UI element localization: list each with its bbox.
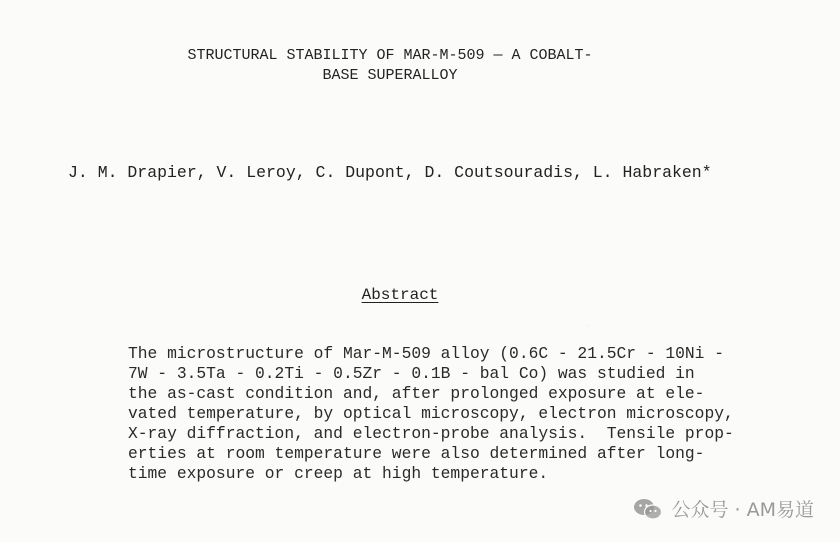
abstract-line-6: erties at room temperature were also determined after long- <box>128 444 705 463</box>
paper-authors: J. M. Drapier, V. Leroy, C. Dupont, D. Coutsouradis, L. Habraken* <box>68 163 712 182</box>
wechat-icon <box>633 497 663 521</box>
abstract-heading: Abstract <box>361 286 439 304</box>
paper-title-line-2: BASE SUPERALLOY <box>322 67 458 84</box>
abstract-line-5: X-ray diffraction, and electron-probe analysis. Tensile prop- <box>128 424 734 443</box>
abstract-line-7: time exposure or creep at high temperature. <box>128 464 549 483</box>
abstract-line-4: vated temperature, by optical microscopy, electron microscopy, <box>128 404 734 423</box>
abstract-line-2: 7W - 3.5Ta - 0.2Ti - 0.5Zr - 0.1B - bal Co) was studied in <box>128 364 695 383</box>
watermark-text: 公众号 · AM易道 <box>671 499 814 521</box>
abstract-line-1: The microstructure of Mar-M-509 alloy (0.6C - 21.5Cr - 10Ni - <box>128 344 724 363</box>
abstract-line-3: the as-cast condition and, after prolonged exposure at ele- <box>128 384 705 403</box>
paper-title <box>150 46 630 86</box>
abstract-body <box>128 344 734 484</box>
paper-title-line-1: STRUCTURAL STABILITY OF MAR-M-509 — A COBALT- <box>187 47 593 64</box>
watermark <box>633 495 814 522</box>
